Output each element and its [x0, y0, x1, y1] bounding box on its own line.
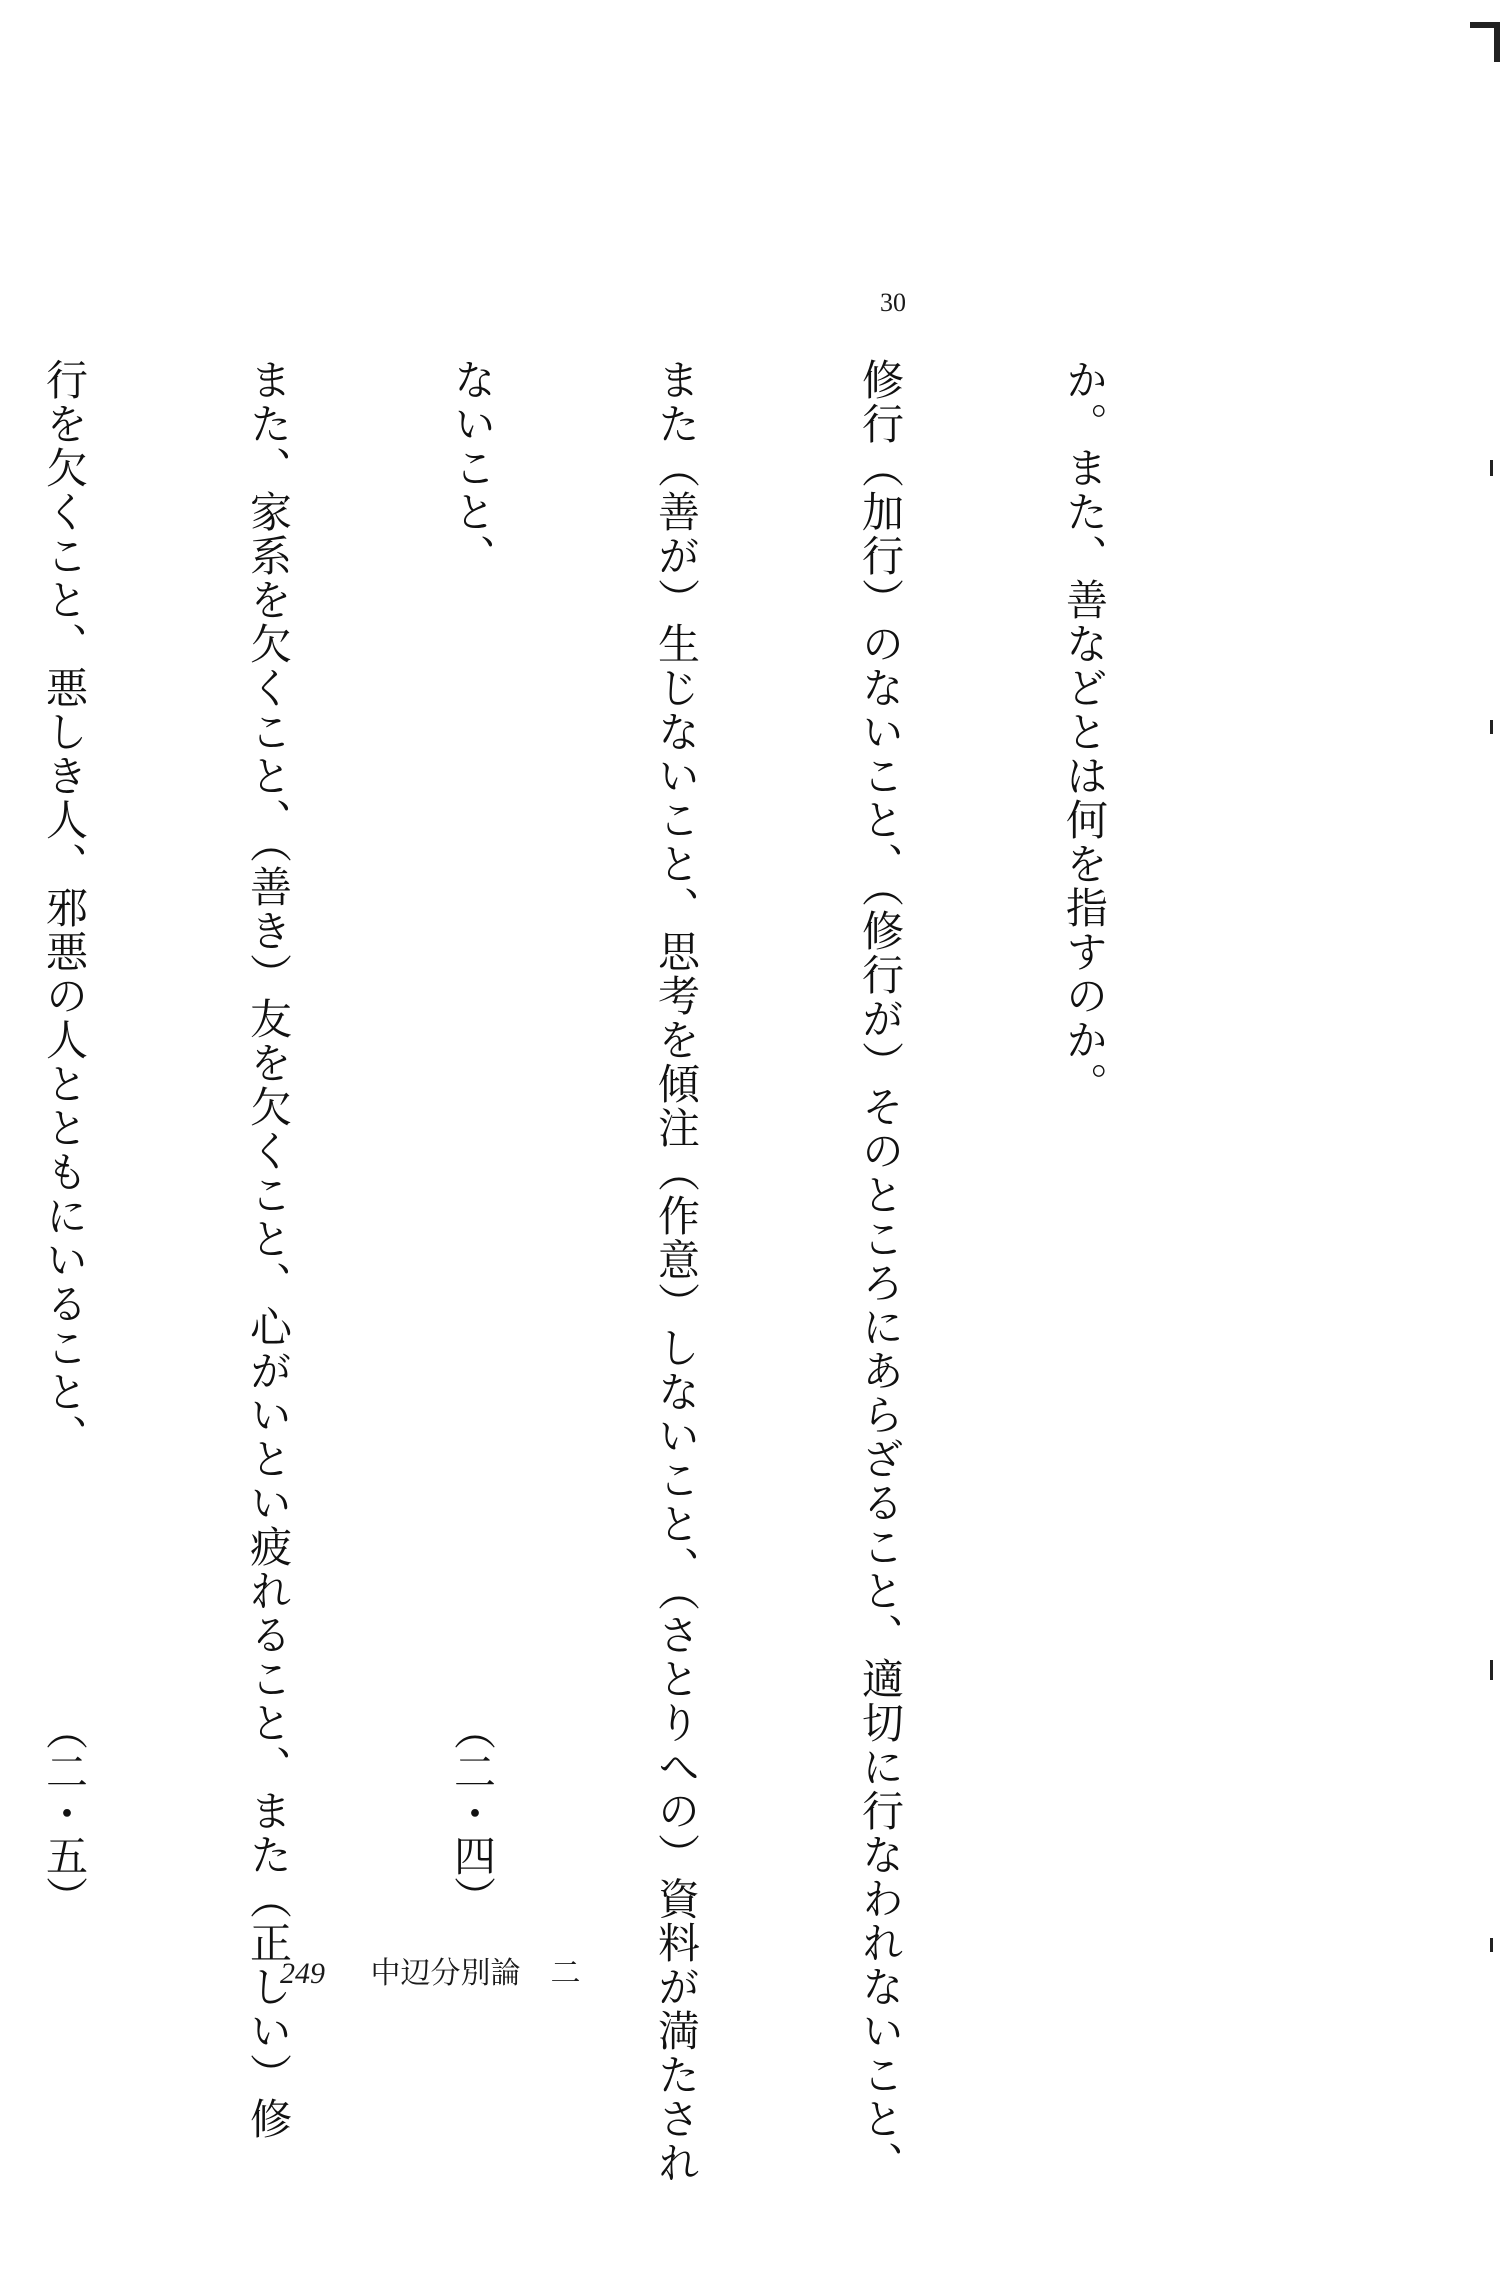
- scan-mark: [1490, 720, 1493, 734]
- text-column-3: [642, 358, 710, 2185]
- scan-mark: [1490, 460, 1493, 476]
- column-text: か。また、善などとは何を指すのか。: [1060, 358, 1109, 1106]
- column-text: 行を欠くこと、悪しき人、邪悪の人とともにいること、: [40, 358, 89, 1458]
- scan-mark: [1490, 1938, 1493, 1952]
- text-column-2: [846, 358, 914, 2185]
- text-column-4: [438, 358, 506, 1918]
- scan-mark: [1494, 22, 1500, 62]
- verse-reference: （二・四）: [448, 1708, 497, 1918]
- verse-reference: （二・五）: [40, 1708, 89, 1918]
- text-column-1: [1050, 358, 1118, 1918]
- running-title: 中辺分別論 二: [370, 1956, 581, 1991]
- column-text: また、家系を欠くこと、（善き）友を欠くこと、心がいとい疲れること、また（正しい）修: [244, 358, 293, 2141]
- text-column-5: [234, 358, 302, 2141]
- column-text: ないこと、: [448, 358, 497, 578]
- column-text: 修行（加行）のないこと、（修行が）そのところにあらざること、適切に行なわれないこと、: [856, 358, 905, 2185]
- text-column-6: [30, 358, 98, 1918]
- page-footer: [280, 1948, 581, 1992]
- folio-number: 249: [280, 1957, 325, 1990]
- column-text: また（善が）生じないこと、思考を傾注（作意）しないこと、（さとりへの）資料が満たされ: [652, 358, 701, 2185]
- page-number: 30: [880, 288, 906, 317]
- scan-mark: [1490, 1660, 1493, 1680]
